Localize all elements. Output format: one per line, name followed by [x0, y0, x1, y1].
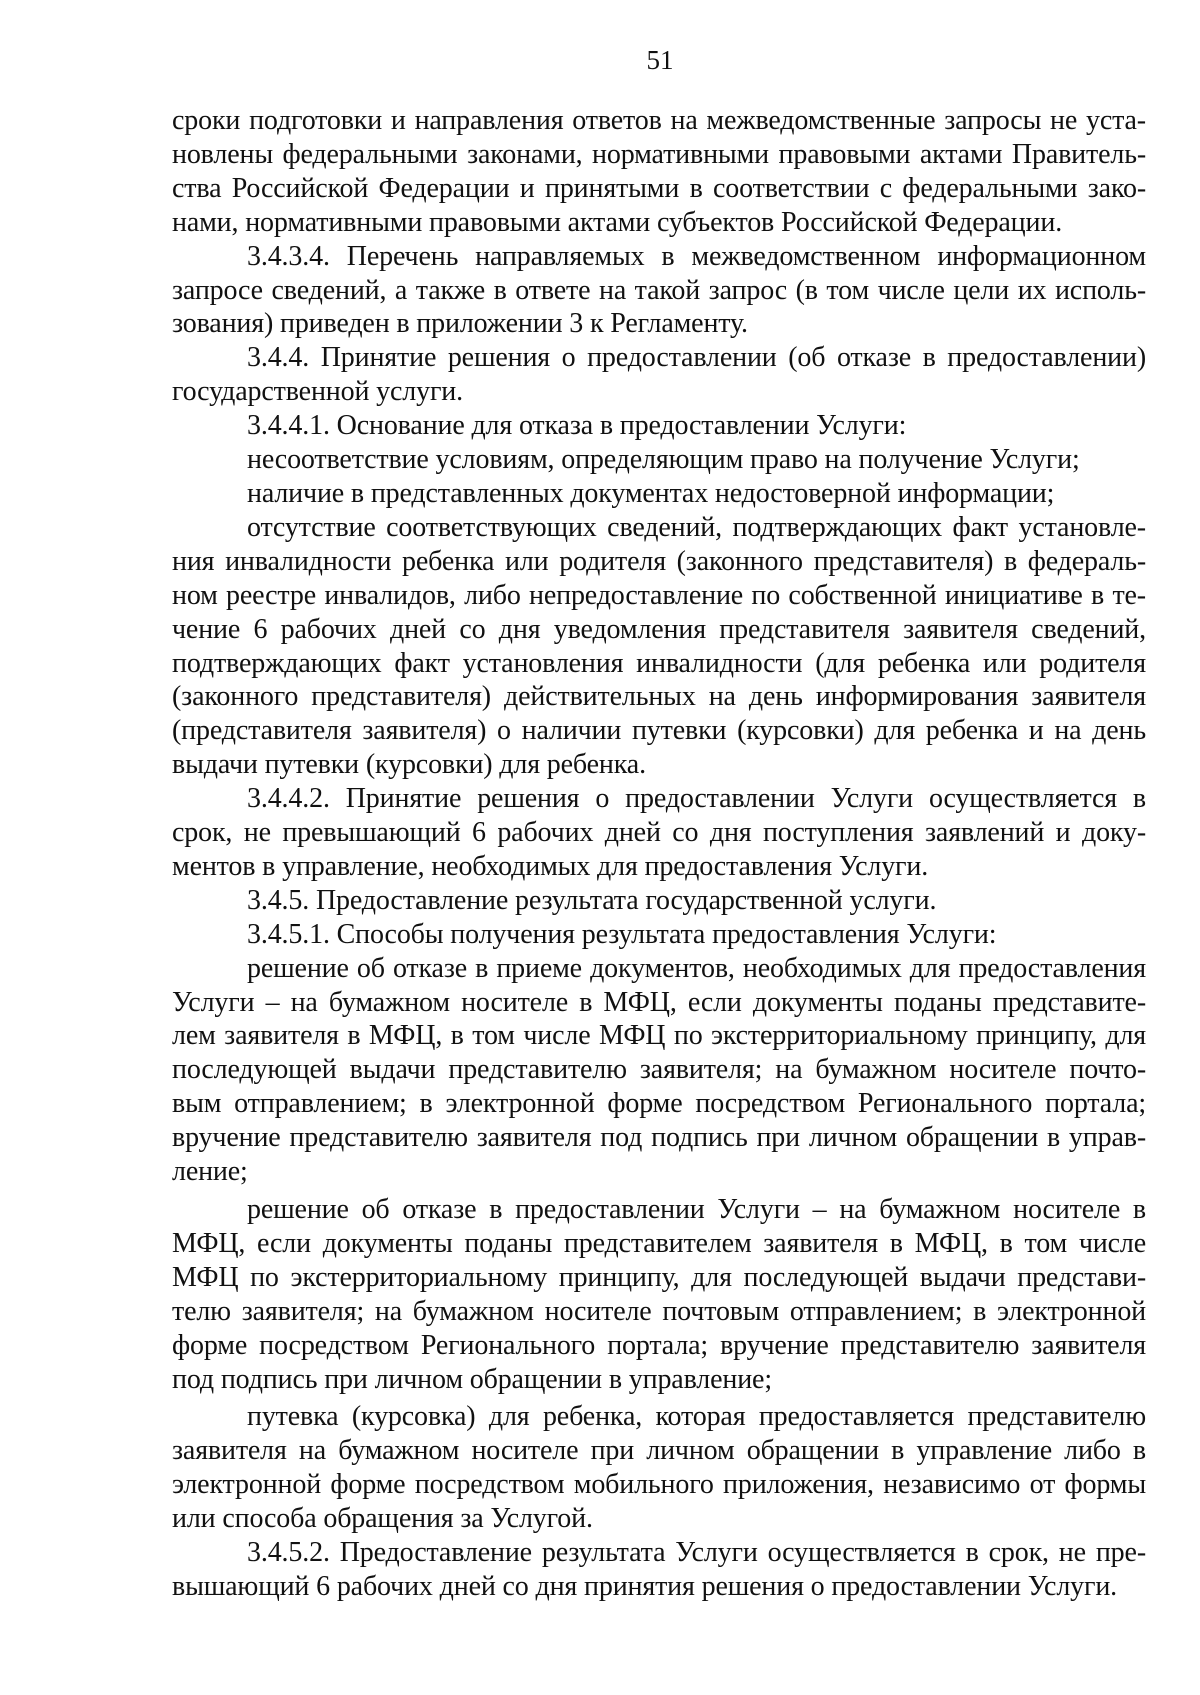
text-line: нами, нормативными правовыми актами субъектов Российской Федерации.	[172, 206, 1063, 238]
text-line: под подпись при личном обращении в управление;	[172, 1363, 772, 1395]
text-line: форме посредством Регионального портала; вручение представителю заявителя	[172, 1329, 1146, 1361]
text-line: новлены федеральными законами, нормативными правовыми актами Правитель-	[172, 138, 1146, 170]
text-line: решение об отказе в предоставлении Услуги – на бумажном носителе в	[247, 1194, 1146, 1225]
text-line: МФЦ по экстерриториальному принципу, для последующей выдачи представи-	[172, 1261, 1146, 1293]
text-line: подтверждающих факт установления инвалидности (для ребенка или родителя	[172, 647, 1146, 679]
text-line: ментов в управление, необходимых для предоставления Услуги.	[172, 850, 929, 882]
text-line: 3.4.4. Принятие решения о предоставлении (об отказе в предоставлении)	[247, 342, 1146, 374]
text-line: запросе сведений, а также в ответе на такой запрос (в том числе цели их исполь-	[172, 274, 1146, 306]
text-line: государственной услуги.	[172, 376, 463, 408]
text-line: ния инвалидности ребенка или родителя (законного представителя) в федераль-	[172, 545, 1146, 577]
text-line: 3.4.4.1. Основание для отказа в предоставлении Услуги:	[247, 410, 907, 442]
text-line: последующей выдачи представителю заявителя; на бумажном носителе почто-	[172, 1054, 1146, 1086]
text-line: вручение представителю заявителя под подпись при личном обращении в управ-	[172, 1122, 1146, 1154]
text-line: лем заявителя в МФЦ, в том числе МФЦ по экстерриториальному принципу, для	[172, 1020, 1146, 1052]
text-line: ства Российской Федерации и принятыми в соответствии с федеральными зако-	[172, 172, 1146, 204]
text-line: 3.4.5. Предоставление результата государственной услуги.	[247, 884, 937, 916]
text-line: или способа обращения за Услугой.	[172, 1503, 593, 1535]
text-line: 3.4.4.2. Принятие решения о предоставлении Услуги осуществляется в	[247, 783, 1146, 815]
text-line: 3.4.5.2. Предоставление результата Услуги осуществляется в срок, не пре-	[247, 1537, 1146, 1569]
text-line: решение об отказе в приеме документов, необходимых для предоставления	[247, 952, 1146, 984]
text-line: несоответствие условиям, определяющим право на получение Услуги;	[247, 444, 1080, 476]
text-line: ном реестре инвалидов, либо непредоставление по собственной инициативе в те-	[172, 579, 1146, 611]
text-line: срок, не превышающий 6 рабочих дней со дня поступления заявлений и доку-	[172, 817, 1146, 849]
text-line: вым отправлением; в электронной форме посредством Регионального портала;	[172, 1088, 1146, 1120]
text-line: телю заявителя; на бумажном носителе почтовым отправлением; в электронной	[172, 1295, 1146, 1327]
text-line: зования) приведен в приложении 3 к Регламенту.	[172, 308, 748, 340]
document-body	[172, 104, 1146, 1604]
text-line: Услуги – на бумажном носителе в МФЦ, если документы поданы представите-	[172, 986, 1146, 1018]
text-line: 3.4.3.4. Перечень направляемых в межведомственном информационном	[247, 240, 1146, 272]
text-line: заявителя на бумажном носителе при личном обращении в управление либо в	[172, 1435, 1146, 1467]
text-line: путевка (курсовка) для ребенка, которая предоставляется представителю	[247, 1401, 1146, 1433]
text-line: выдачи путевки (курсовки) для ребенка.	[172, 749, 646, 781]
text-line: МФЦ, если документы поданы представителем заявителя в МФЦ, в том числе	[172, 1227, 1146, 1259]
page-number: 51	[646, 45, 674, 75]
text-line: электронной форме посредством мобильного приложения, независимо от формы	[172, 1469, 1146, 1501]
text-line: наличие в представленных документах недостоверной информации;	[247, 477, 1055, 509]
text-line: (представителя заявителя) о наличии путевки (курсовки) для ребенка и на день	[172, 715, 1146, 747]
text-line: отсутствие соответствующих сведений, подтверждающих факт установле-	[247, 511, 1146, 543]
text-line: вышающий 6 рабочих дней со дня принятия решения о предоставлении Услуги.	[172, 1570, 1118, 1602]
text-line: (законного представителя) действительных на день информирования заявителя	[172, 681, 1146, 713]
text-line: сроки подготовки и направления ответов на межведомственные запросы не уста-	[172, 105, 1146, 136]
text-line: 3.4.5.1. Способы получения результата предоставления Услуги:	[247, 918, 997, 950]
text-line: ление;	[172, 1156, 248, 1188]
text-line: чение 6 рабочих дней со дня уведомления представителя заявителя сведений,	[172, 613, 1146, 645]
